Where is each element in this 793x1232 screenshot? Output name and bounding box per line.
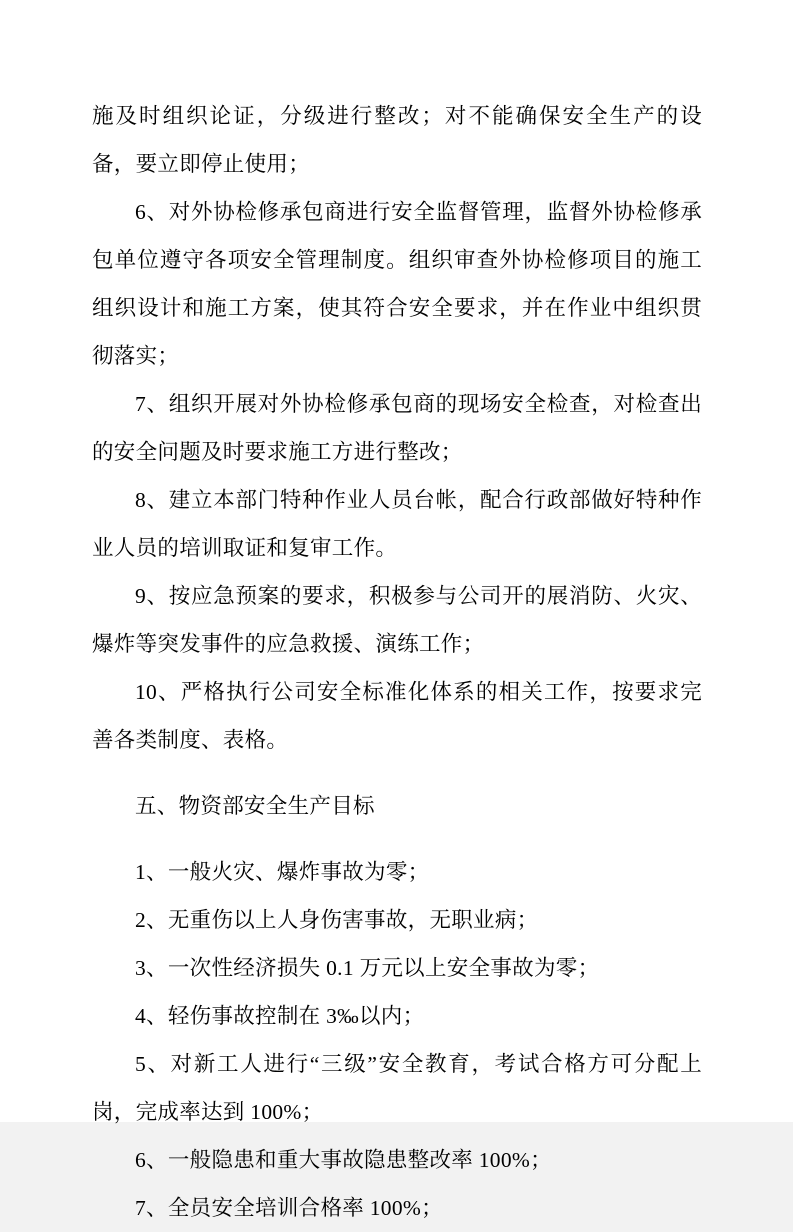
- paragraph-item-10: 10、严格执行公司安全标准化体系的相关工作，按要求完善各类制度、表格。: [92, 680, 702, 752]
- paragraph-goal-4: 4、轻伤事故控制在 3‰以内；: [135, 1004, 425, 1028]
- paragraph-item-9: 9、按应急预案的要求，积极参与公司开的展消防、火灾、爆炸等突发事件的应急救援、演练工作；: [92, 584, 702, 656]
- heading-section-five: 五、物资部安全生产目标: [135, 794, 375, 818]
- paragraph-item-7: 7、组织开展对外协检修承包商的现场安全检查，对检查出的安全问题及时要求施工方进行整改；: [92, 392, 702, 464]
- paragraph-continuation: 施及时组织论证，分级进行整改；对不能确保安全生产的设备，要立即停止使用；: [92, 104, 702, 176]
- paragraph-goal-6: 6、一般隐患和重大事故隐患整改率 100%；: [135, 1148, 552, 1172]
- paragraph-goal-3: 3、一次性经济损失 0.1 万元以上安全事故为零；: [135, 956, 600, 980]
- document-body: [92, 92, 702, 1232]
- paragraph-goal-2: 2、无重伤以上人身伤害事故，无职业病；: [135, 908, 539, 932]
- paragraph-item-6: 6、对外协检修承包商进行安全监督管理，监督外协检修承包单位遵守各项安全管理制度。组织审查外协检修项目的施工组织设计和施工方案，使其符合安全要求，并在作业中组织贯彻落实；: [92, 200, 702, 368]
- paragraph-goal-5: 5、对新工人进行“三级”安全教育，考试合格方可分配上岗，完成率达到 100%；: [92, 1052, 702, 1124]
- paragraph-item-8: 8、建立本部门特种作业人员台帐，配合行政部做好特种作业人员的培训取证和复审工作。: [92, 488, 702, 560]
- paragraph-goal-1: 1、一般火灾、爆炸事故为零；: [135, 860, 430, 884]
- paragraph-goal-7: 7、全员安全培训合格率 100%；: [135, 1196, 443, 1220]
